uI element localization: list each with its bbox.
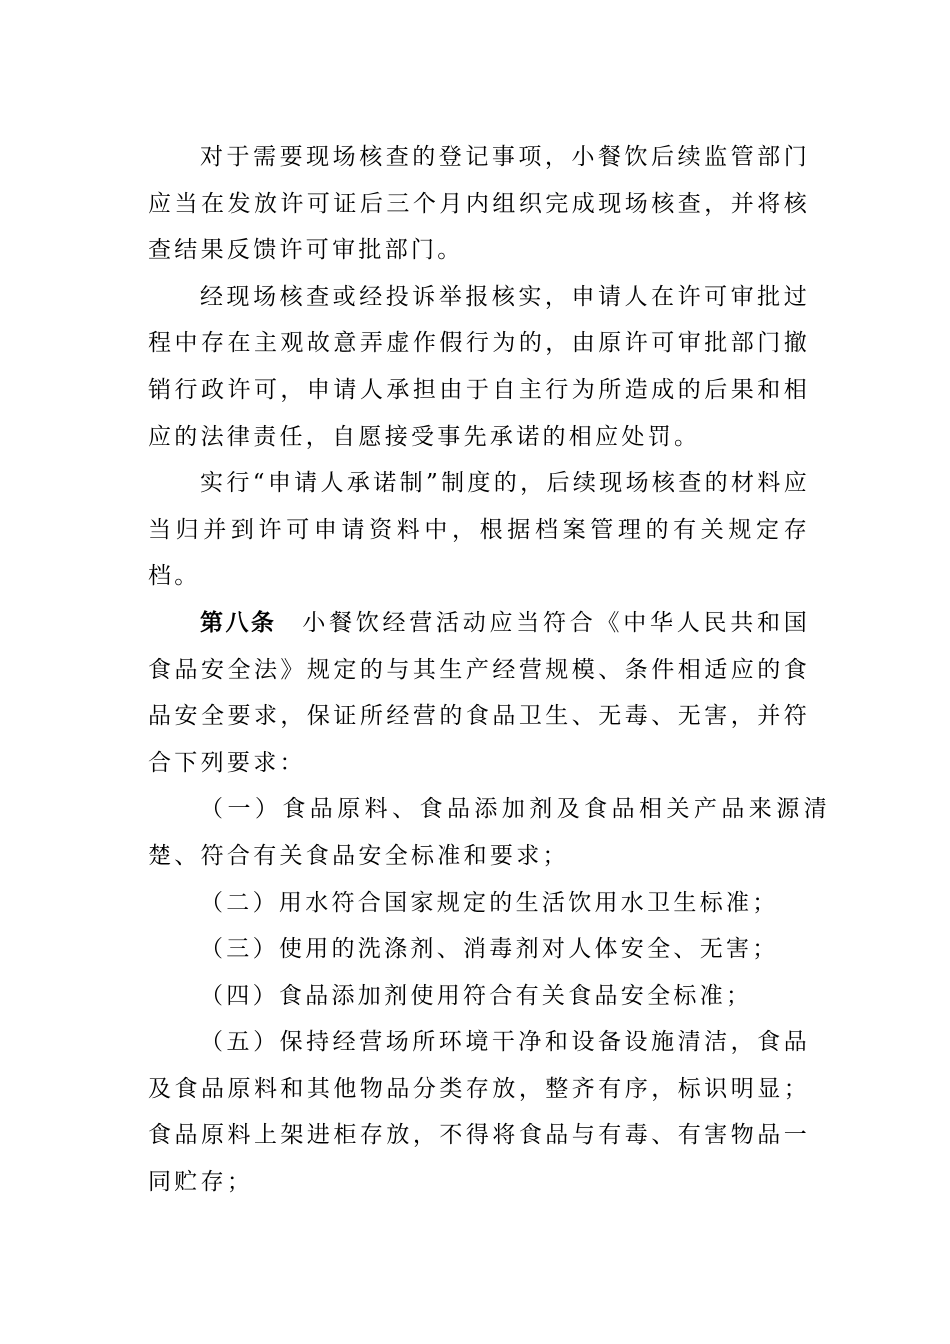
article-body: 小餐饮经营活动应当符合《中华人民共和国食品安全法》规定的与其生产经营规模、条件相适应的食品安全要求，保证所经营的食品卫生、无毒、无害，并符合下列要求： (148, 609, 810, 776)
paragraph-revocation: 经现场核查或经投诉举报核实，申请人在许可审批过程中存在主观故意弄虚作假行为的，由原许可审批部门撤销行政许可，申请人承担由于自主行为所造成的后果和相应的法律责任，自愿接受事先承诺的相应处罚。 (148, 283, 810, 450)
list-item: （五）保持经营场所环境干净和设备设施清洁，食品及食品原料和其他物品分类存放，整齐有序，标识明显；食品原料上架进柜存放，不得将食品与有毒、有害物品一同贮存； (148, 1029, 810, 1196)
list-item: （二）用水符合国家规定的生活饮用水卫生标准； (200, 889, 779, 916)
list-item: （三）使用的洗涤剂、消毒剂对人体安全、无害； (200, 936, 779, 963)
paragraph-commitment-archive: 实行“申请人承诺制”制度的，后续现场核查的材料应当归并到许可申请资料中，根据档案管理的有关规定存档。 (148, 470, 810, 590)
document-body (148, 134, 830, 1206)
list-item: （四）食品添加剂使用符合有关食品安全标准； (200, 982, 753, 1009)
article-heading: 第八条 (200, 609, 277, 636)
paragraph-onsite-inspection: 对于需要现场核查的登记事项，小餐饮后续监管部门应当在发放许可证后三个月内组织完成现场核查，并将核查结果反馈许可审批部门。 (148, 144, 810, 264)
list-item: （一）食品原料、食品添加剂及食品相关产品来源清楚、符合有关食品安全标准和要求； (148, 796, 830, 869)
article-eight (148, 600, 810, 786)
